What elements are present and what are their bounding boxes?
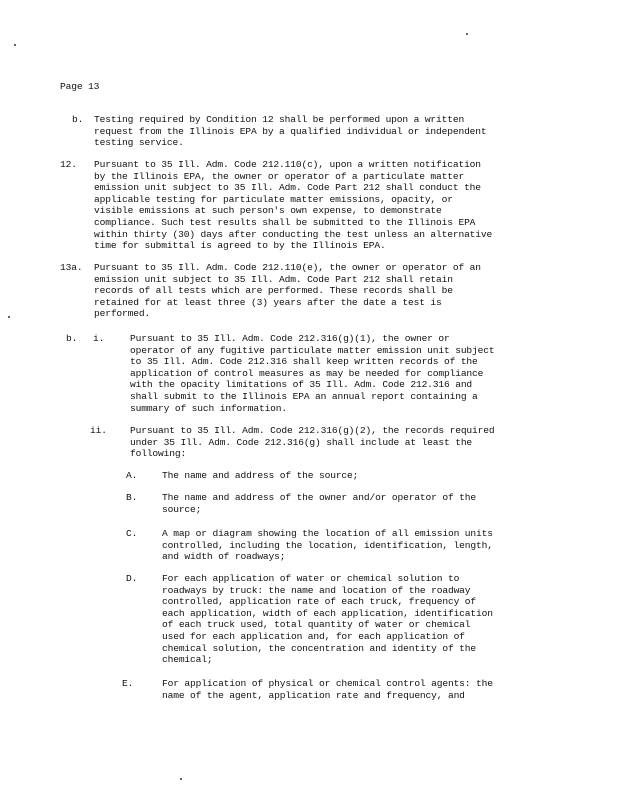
item-label-a: A. (126, 470, 138, 481)
section-label-13a: 13a. (60, 262, 83, 273)
item-label-b: B. (126, 492, 138, 503)
item-label-c: C. (126, 528, 138, 539)
scan-speck (14, 44, 16, 46)
section-ii-text: Pursuant to 35 Ill. Adm. Code 212.316(g)(2), the records required under 35 Ill. Adm. Code 212.316(g) shall include at least the following: (130, 425, 495, 460)
item-b-text: The name and address of the owner and/or operator of the source; (162, 492, 477, 515)
section-12-text: Pursuant to 35 Ill. Adm. Code 212.110(c), upon a written notification by the Illinois EPA, the owner or operator of a particulate matter emission unit subject to 35 Ill. Adm. Code Part 212 shall conduct the applicable testing for particulate matter emissions, opacity, or visible emissions at such person's own expense, to demonstrate compliance. Such test results shall be submitted to the Illinois EPA within thirty (30) days after conducting the test unless an alternative time for submittal is agreed to by the Illinois EPA. (94, 159, 493, 252)
section-label-i: i. (93, 333, 105, 344)
item-c-text: A map or diagram showing the location of all emission units controlled, including the location, identification, length, and width of roadways; (162, 528, 493, 563)
section-i-text: Pursuant to 35 Ill. Adm. Code 212.316(g)(1), the owner or operator of any fugitive particulate matter emission unit subject to 35 Ill. Adm. Code 212.316 shall keep written records of the application of control measures as may be needed for compliance with the opacity limitations of 35 Ill. Adm. Code 212.316 and shall submit to the Illinois EPA an annual report containing a summary of such information. (130, 333, 495, 414)
item-d-text: For each application of water or chemical solution to roadways by truck: the name and location of the roadway controlled, application rate of each truck, frequency of each application, width of each application, identification of each truck used, total quantity of water or chemical used for each application and, for each application of chemical solution, the concentration and identity of the chemical; (162, 573, 493, 666)
item-a-text: The name and address of the source; (162, 470, 359, 481)
section-13a-text: Pursuant to 35 Ill. Adm. Code 212.110(e), the owner or operator of an emission unit subject to 35 Ill. Adm. Code Part 212 shall retain records of all tests which are performed. These records shall be retained for at least three (3) years after the date a test is performed. (94, 262, 481, 320)
item-e-text: For application of physical or chemical control agents: the name of the agent, application rate and frequency, and (162, 678, 493, 701)
section-b-text: Testing required by Condition 12 shall be performed upon a written request from the Illinois EPA by a qualified individual or independent testing service. (94, 114, 487, 149)
scan-speck (8, 316, 10, 318)
section-label-b2: b. (66, 333, 78, 344)
item-label-d: D. (126, 573, 138, 584)
section-label-b: b. (72, 114, 84, 125)
scan-speck (466, 33, 468, 35)
item-label-e: E. (122, 678, 134, 689)
scan-speck (180, 778, 182, 780)
section-label-12: 12. (60, 159, 77, 170)
page-number: Page 13 (60, 81, 100, 92)
section-label-ii: ii. (90, 425, 107, 436)
